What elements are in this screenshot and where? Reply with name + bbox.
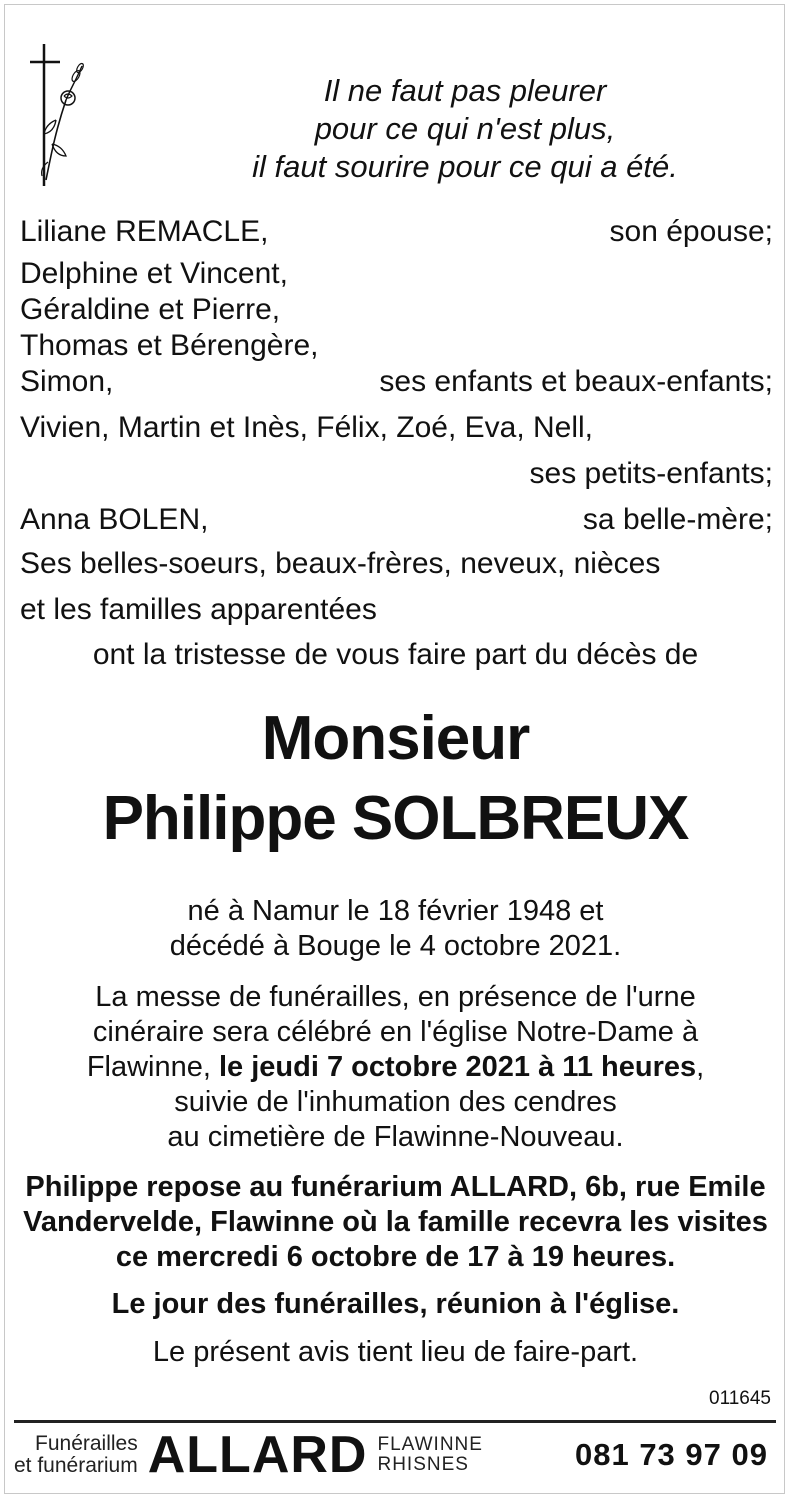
children-row <box>20 364 773 400</box>
mother-in-law-row <box>20 502 773 538</box>
footer-line-2: et funérarium <box>14 1454 138 1477</box>
child-2: Géraldine et Pierre, <box>20 293 281 326</box>
footer-line-1: Funérailles <box>35 1432 138 1455</box>
notice-text: Le présent avis tient lieu de faire-part. <box>152 1336 639 1368</box>
footer-brand: ALLARD <box>147 1426 368 1484</box>
notice-id: 011645 <box>709 1388 771 1409</box>
grandchildren-role: ses petits-enfants; <box>529 457 773 490</box>
footer-service-label <box>14 1433 138 1477</box>
relatives-line-2: et les familles apparentées <box>20 593 377 626</box>
mother-in-law-role: sa belle-mère; <box>582 503 773 536</box>
visit-line-3: ce mercredi 6 octobre de 17 à 19 heures. <box>115 1241 676 1273</box>
cross-with-flower-icon <box>26 40 90 190</box>
quote-line-1: Il ne faut pas pleurer <box>323 73 607 108</box>
funeral-home-footer <box>14 1420 776 1487</box>
child-1: Delphine et Vincent, <box>20 257 288 290</box>
mass-line-1: La messe de funérailles, en présence de l'urne <box>95 981 696 1013</box>
child-4: Simon, <box>20 365 114 398</box>
mass-line-3 <box>0 1050 791 1085</box>
quote-line-2: pour ce qui n'est plus, <box>314 111 616 146</box>
visit-line-2: Vandervelde, Flawinne où la famille recevra les visites <box>23 1206 768 1238</box>
death-info: décédé à Bouge le 4 octobre 2021. <box>169 930 622 962</box>
mother-in-law-name: Anna BOLEN, <box>20 503 209 536</box>
epitaph-quote <box>200 72 730 186</box>
mass-line-2: cinéraire sera célébré en l'église Notre-Dame à <box>92 1016 699 1048</box>
spouse-row <box>20 214 773 250</box>
mass-comma: , <box>696 1051 705 1083</box>
spouse-name: Liliane REMACLE, <box>20 215 269 248</box>
gathering-info: Le jour des funérailles, réunion à l'église. <box>111 1288 680 1320</box>
quote-line-3: il faut sourire pour ce qui a été. <box>252 149 678 184</box>
mass-place: Flawinne, <box>86 1051 219 1083</box>
grandchildren: Vivien, Martin et Inès, Félix, Zoé, Eva, Nell, <box>20 411 594 444</box>
relatives-line-1: Ses belles-soeurs, beaux-frères, neveux, nièces <box>20 547 661 580</box>
mass-line-5: au cimetière de Flawinne-Nouveau. <box>167 1121 624 1153</box>
spouse-role: son épouse; <box>609 215 773 248</box>
deceased-title: Monsieur <box>261 704 530 773</box>
footer-places <box>377 1435 482 1475</box>
footer-phone: 081 73 97 09 <box>574 1437 768 1472</box>
footer-place-2: RHISNES <box>377 1454 469 1475</box>
mass-date: le jeudi 7 octobre 2021 à 11 heures <box>218 1051 697 1083</box>
announcement: ont la tristesse de vous faire part du décès de <box>92 638 699 671</box>
footer-place-1: FLAWINNE <box>377 1434 483 1455</box>
visit-line-1: Philippe repose au funérarium ALLARD, 6b, rue Emile <box>25 1171 766 1203</box>
deceased-name: Philippe SOLBREUX <box>102 784 689 853</box>
children-role: ses enfants et beaux-enfants; <box>379 365 773 398</box>
mass-line-4: suivie de l'inhumation des cendres <box>174 1086 617 1118</box>
birth-info: né à Namur le 18 février 1948 et <box>187 895 604 927</box>
child-3: Thomas et Bérengère, <box>20 329 319 362</box>
